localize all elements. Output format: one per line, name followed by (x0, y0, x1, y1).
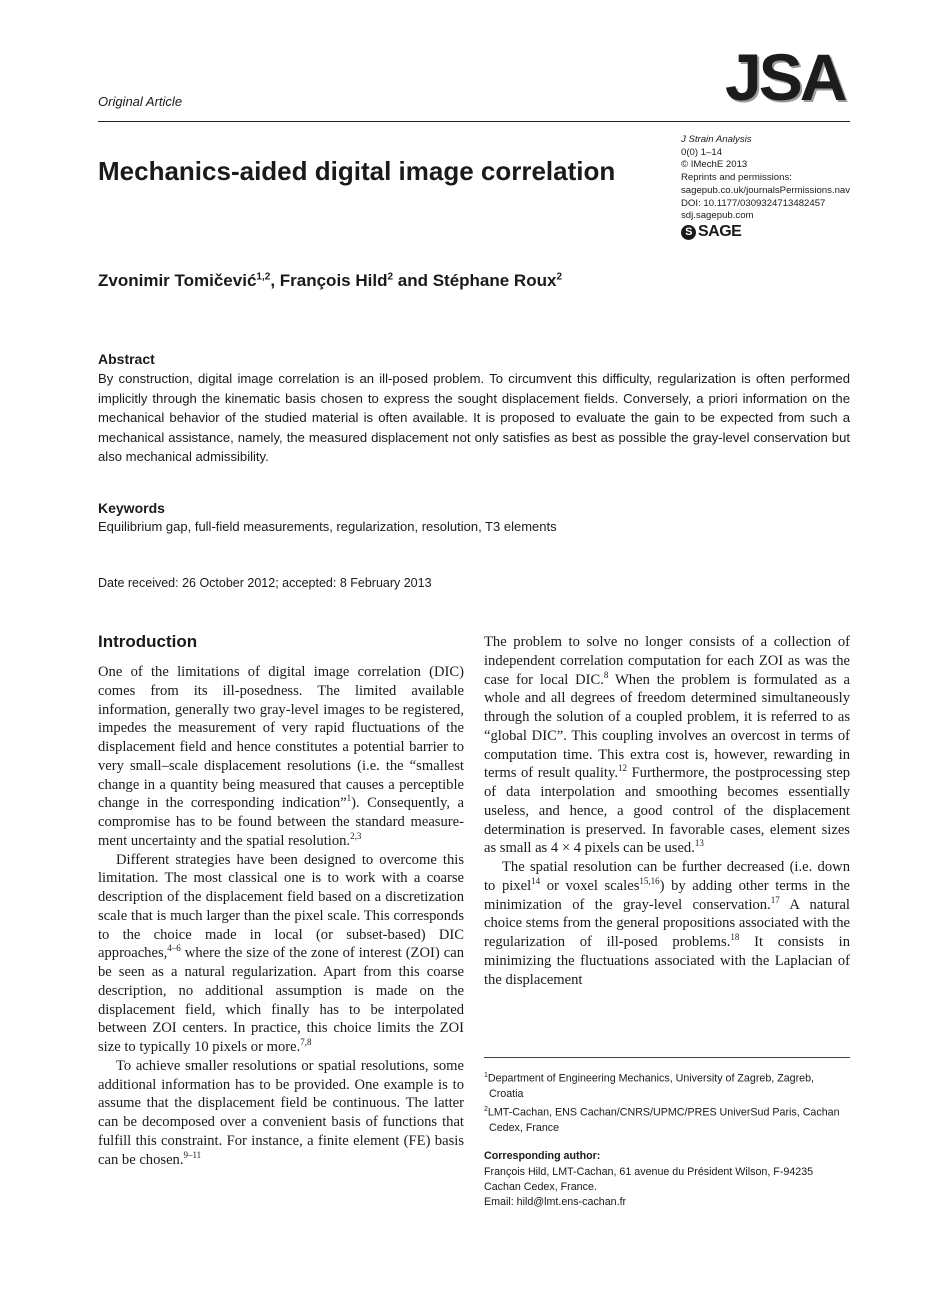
affiliation-line (484, 1068, 850, 1087)
paragraph-text: Furthermore, the postprocessing step of data interpolation and smoothing becomes essentially useless, and hence, a good control of the displacement determination is preserved. In favorable cases, element sizes as small as 4 × 4 pixels can be used. (484, 765, 850, 857)
footnotes (484, 1068, 850, 1211)
paragraph-text: A natural choice stems from the general propositions associated with the regularization of ill-posed problems. (484, 896, 850, 950)
sage-circle-icon: S (681, 225, 696, 240)
author-affiliation-sup: 1,2 (256, 271, 271, 283)
citation-reference[interactable]: 7,8 (300, 1037, 312, 1048)
date-received: Date received: 26 October 2012; accepted: 8 February 2013 (98, 576, 432, 590)
author-affiliation-sup: 2 (387, 271, 394, 283)
footnote-divider (484, 1057, 850, 1058)
affiliations (484, 1068, 850, 1136)
affiliation-line-continued: Croatia (489, 1087, 524, 1100)
paragraph-text: Different strategies have been designed to overcome this limitation. The most classical one is to work with a coarse description of the displacement field based on a discretization scale that is much larger than the pixel scale. This corresponds to the choice made in local (or subset-based) DIC approaches, (98, 851, 464, 962)
citation-reference[interactable]: 15,16 (639, 875, 660, 886)
paragraph-text: When the problem is formulated as a whole and all degrees of freedom determined simultaneously through the solution of a coupled problem, it is referred to as “global DIC”. This coupling involves an overcost in terms of computation time. This extra cost is, however, rewarding in terms of result quality. (484, 671, 850, 782)
section-label: Original Article (98, 94, 183, 109)
keywords-text: Equilibrium gap, full-field measurements, regularization, resolution, T3 elements (98, 519, 557, 534)
affiliation-text: Department of Engineering Mechanics, University of Zagreb, Zagreb, (487, 1072, 815, 1085)
body-paragraph (484, 633, 850, 858)
journal-meta (681, 134, 881, 240)
keywords-heading: Keywords (98, 500, 165, 516)
journal-name: J Strain Analysis (681, 134, 752, 145)
abstract-text: By construction, digital image correlation is an ill-posed problem. To circumvent this difficulty, regularization is often performed implicitly through the kinematic basis chosen to express the sought displacement fields. Conversely, a priori information on the mechanical behavior of the studied material is often available. It is proposed to evaluate the gain to be expected from such a mechanical assistance, namely, the measured displacement not only satisfies as best as possible the gray-level conservation but also mechanical admissibility. (98, 371, 850, 465)
header-divider (98, 121, 850, 122)
author-separator: and (393, 271, 433, 290)
corresponding-author-city: Cachan Cedex, France. (484, 1180, 597, 1193)
paragraph-text: The problem to solve no longer consists of a collection of independent correlation computation for each ZOI as was the case for local DIC. (484, 634, 850, 688)
paragraph-text: It consists in minimizing the fluctuations associated with the Laplacian of the displacement (484, 934, 850, 988)
citation-reference[interactable]: 18 (730, 932, 740, 943)
affiliation-line-continued: Cedex, France (489, 1122, 560, 1135)
body-paragraph (98, 663, 464, 851)
author-separator: , (270, 271, 280, 290)
author-name: Zvonimir Tomičević (98, 271, 257, 290)
paragraph-text: ) by adding other terms in the minimization of the gray-level conservation. (484, 877, 850, 913)
corresponding-author-heading: Corresponding author: (484, 1150, 601, 1163)
paragraph-text: ). Consequently, a compromise has to be found between the standard measurement uncertainty and the spatial resolution. (98, 795, 464, 849)
citation-reference[interactable]: 14 (531, 875, 541, 886)
author-name: Stéphane Roux (432, 271, 557, 290)
article-title: Mechanics-aided digital image correlation (98, 156, 616, 186)
citation-reference[interactable]: 13 (694, 838, 704, 849)
journal-site-link[interactable]: sdj.sagepub.com (681, 210, 754, 222)
abstract-heading: Abstract (98, 351, 155, 367)
citation-reference[interactable]: 9–11 (183, 1149, 202, 1160)
permissions-link[interactable]: sagepub.co.uk/journalsPermissions.nav (681, 184, 851, 196)
corresponding-author-address: François Hild, LMT-Cachan, 61 avenue du Président Wilson, F-94235 (484, 1165, 814, 1178)
corresponding-author-email[interactable]: Email: hild@lmt.ens-cachan.fr (484, 1196, 627, 1209)
paragraph-text: where the size of the zone of interest (ZOI) can be seen as a natural regularization. Apart from this coarse description, no additional assumption is made on the displacement field, which finally has to be interpolated between ZOI centers. In practice, this choice limits the ZOI size to typically 10 pixels or more. (98, 945, 464, 1055)
publisher-logo (681, 225, 881, 240)
reprints-label: Reprints and permissions: (681, 172, 792, 184)
citation-reference[interactable]: 17 (770, 894, 780, 905)
journal-volume: 0(0) 1–14 (681, 146, 723, 158)
author-name: François Hild (279, 271, 388, 290)
paragraph-text: One of the limitations of digital image correlation (DIC) comes from its ill-posedness. The limited available information, generally two gray-level images to be registered, impedes the measurement of very rapid fluctuations of the displacement field and hence constitutes a potential barrier to very small–scale displacement resolutions (i.e. the “smallest change in a quantity being measured that causes a perceptible change in the corresponding indication” (98, 664, 464, 812)
publisher-logo-text: SAGE (698, 223, 742, 241)
author-affiliation-sup: 2 (556, 271, 562, 283)
body-column-left (98, 663, 464, 1169)
affiliation-line (484, 1102, 850, 1121)
body-column-right (484, 633, 850, 989)
body-paragraph (98, 851, 464, 1057)
paragraph-text: To achieve smaller resolutions or spatial resolutions, some additional information has to be provided. One example is to assume that the displacement field be continuous. The latter can be decomposed over a convenient basis of functions that fulfill this constraint. For instance, a finite element (FE) basis can be chosen. (98, 1057, 464, 1168)
journal-logo: JSA (725, 40, 845, 114)
affiliation-number: 1 (484, 1072, 488, 1079)
doi[interactable]: DOI: 10.1177/0309324713482457 (681, 197, 826, 209)
citation-reference[interactable]: 4–6 (167, 943, 181, 954)
paragraph-text: The spatial resolution can be further decreased (i.e. down to pixel (484, 859, 850, 894)
author-list (98, 271, 562, 291)
introduction-heading: Introduction (98, 632, 198, 651)
body-paragraph (98, 1057, 464, 1170)
copyright: © IMechE 2013 (681, 159, 748, 171)
body-paragraph (484, 858, 850, 989)
affiliation-text: LMT-Cachan, ENS Cachan/CNRS/UPMC/PRES UniverSud Paris, Cachan (487, 1106, 840, 1119)
citation-reference[interactable]: 2,3 (350, 830, 362, 841)
citation-reference[interactable]: 12 (617, 763, 627, 774)
citation-reference[interactable]: 8 (603, 669, 609, 680)
citation-reference[interactable]: 1 (346, 793, 352, 804)
affiliation-number: 2 (484, 1106, 488, 1114)
paragraph-text: or voxel scales (540, 877, 640, 894)
